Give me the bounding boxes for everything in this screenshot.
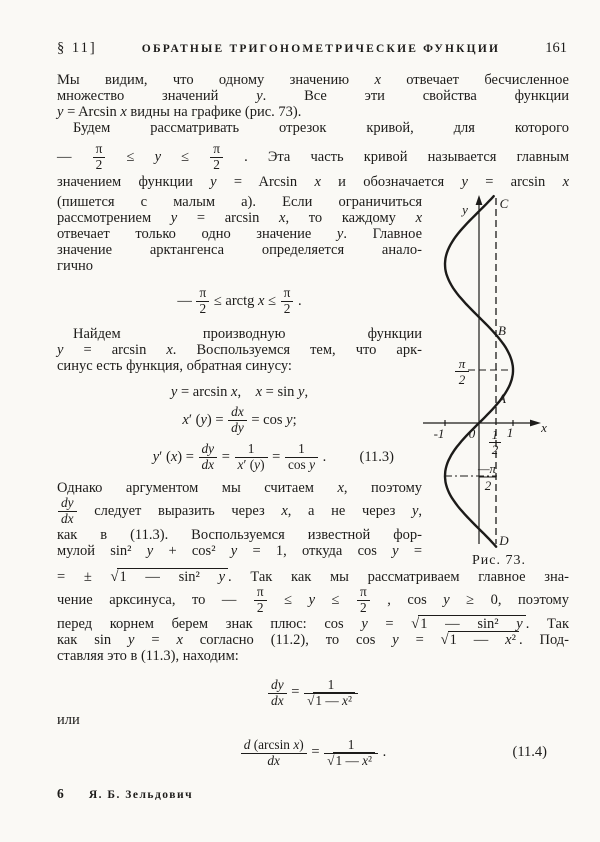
text-line: синус есть функция, обратная синусу: <box>57 358 292 374</box>
page-number: 161 <box>545 40 567 56</box>
neg-pi-over-2-numerator: —π <box>477 461 497 476</box>
text-line: или <box>57 712 80 729</box>
y-axis-arrow <box>476 195 483 205</box>
text-line: мулой sin² y + cos² y = 1, откуда cos y = <box>57 543 423 560</box>
figure-73-graph <box>413 192 585 550</box>
x-axis-arrow <box>530 420 541 427</box>
running-head <box>57 40 567 57</box>
pi-over-2-numerator: π <box>458 356 466 371</box>
text-line: чение арксинуса, то — $\frac{\pi}{2}$ ≤ y ≤ $\frac{\pi}{2}$ , cos y ≥ 0, поэтому <box>57 584 569 616</box>
equation-number-11-3: (11.3) <box>359 449 394 466</box>
author-name: Я. Б. Зельдович <box>88 789 194 801</box>
one-label: 1 <box>506 425 514 440</box>
text-line: Найдем производную функции <box>73 326 422 342</box>
formula-arctg-range: — $\frac{\pi}{2}$ ≤ arctg x ≤ $\frac{\pi}{2}$ . <box>177 285 302 317</box>
formula-derivative: $\frac{dy}{dx}$ = $\frac{1}{\text{√1 — x²}}$ <box>57 672 569 712</box>
text-line: множество значений y. Все эти свойства функции <box>57 88 569 104</box>
text-line: y = arcsin x. Воспользуемся тем, что арк- <box>57 342 422 358</box>
text-line: гично <box>57 258 94 274</box>
text-line: Будем рассматривать отрезок кривой, для которого <box>73 120 569 136</box>
text-line: рассмотрением y = arcsin x, то каждому x <box>57 210 423 226</box>
neg-pi-over-2-denominator: 2 <box>484 478 492 493</box>
figure-73 <box>413 192 585 569</box>
point-b-label: B <box>498 323 506 338</box>
chapter-title: ОБРАТНЫЕ ТРИГОНОМЕТРИЧЕСКИЕ ФУНКЦИИ <box>141 43 501 55</box>
text-line: перед корнем берем знак плюс: cos y = √1 — sin² y . Так <box>57 616 569 633</box>
signature-number: 6 <box>57 786 64 801</box>
text-line: ставляя это в (11.3), находим: <box>57 648 239 665</box>
formula-system-line2: x′ (y) = $\frac{dx}{dy}$ = cos y; <box>182 404 297 436</box>
formula-11-4-body: $\frac{\text{d (arcsin x)}}{dx}$ = $\frac{1}{\text{√1 — x²}}$ . <box>240 744 387 760</box>
text-line: Однако аргументом мы считаем x, поэтому <box>57 480 422 497</box>
text-line: как в (11.3). Воспользуемся известной фор- <box>57 527 422 544</box>
half-denominator: 2 <box>491 442 499 457</box>
text-line: как sin y = x согласно (11.2), то cos y = √1 — x² . Под- <box>57 632 570 649</box>
minus-one-label: -1 <box>433 426 445 441</box>
equation-number-11-4: (11.4) <box>512 744 547 761</box>
text-line: значение арктангенса определяется анало- <box>57 242 422 258</box>
formula-system-line1: y = arcsin x, x = sin y, <box>170 384 309 400</box>
text-line: $\frac{dy}{dx}$ следует выразить через x, а не через y, <box>57 496 422 527</box>
text-line: значением функции y = Arcsin x и обозначается y = arcsin x <box>57 174 569 190</box>
page-footer <box>57 786 193 802</box>
point-a-label: A <box>498 391 506 406</box>
section-number: § 11] <box>57 40 97 56</box>
half-numerator: 1 <box>491 427 499 442</box>
y-axis-label: y <box>462 202 468 217</box>
text-line: Мы видим, что одному значению x отвечает бесчисленное <box>57 72 569 88</box>
text-line: (пишется с малым а). Если ограничиться <box>57 194 422 210</box>
figure-caption: Рис. 73. <box>472 553 526 568</box>
text-line: y = Arcsin x видны на графике (рис. 73). <box>57 104 302 120</box>
formula-11-3-body: y′ (x) = $\frac{dy}{dx}$ = $\frac{1}{x' (y)}$ = $\frac{1}{\text{cos y}}$ . <box>152 441 327 473</box>
pi-over-2-denominator: 2 <box>458 372 466 387</box>
text-line: = ± √1 — sin² y . Так как мы рассматриваем главное зна- <box>57 569 569 586</box>
point-c-label: C <box>499 196 509 211</box>
formula-11-3 <box>57 440 422 474</box>
origin-label: 0 <box>468 426 476 441</box>
text-line: — $\frac{\pi}{2}$ ≤ y ≤ $\frac{\pi}{2}$ . Эта часть кривой называется главным <box>57 141 570 173</box>
text-line: отвечает только одно значение y. Главное <box>57 226 422 242</box>
x-axis-label: x <box>541 420 547 435</box>
formula-11-4 <box>57 732 569 772</box>
point-d-label: D <box>499 533 509 548</box>
